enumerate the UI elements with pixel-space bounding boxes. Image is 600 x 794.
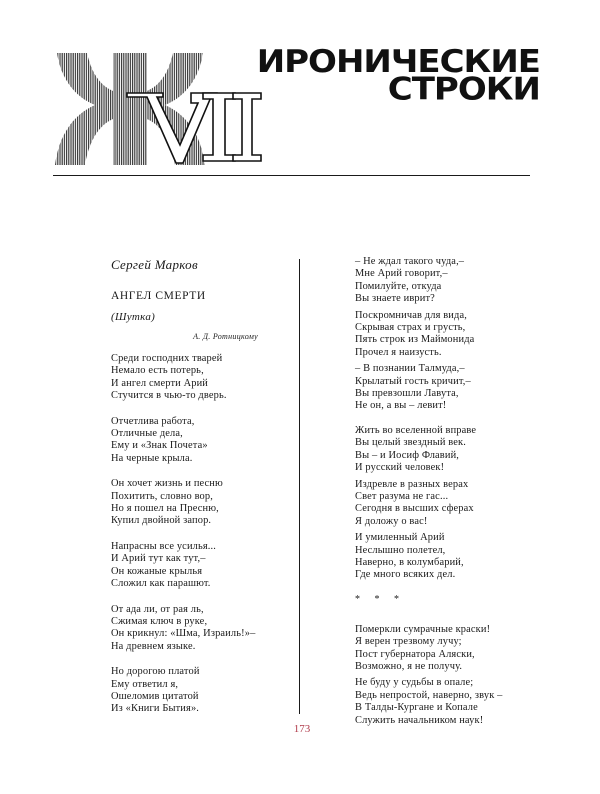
stanza: [111, 666, 286, 716]
verse-line: В Талды-Кургане и Копале: [355, 702, 478, 714]
verse-line: Пост губернатора Аляски,: [355, 648, 475, 660]
verse-line: Мне Арий говорит,–: [355, 268, 448, 280]
verse-line: – Не ждал такого чуда,–: [355, 256, 465, 267]
stanza: [355, 425, 535, 475]
verse-line: Служить начальником наук!: [355, 714, 484, 726]
verse-line: От ада ли, от рая ль,: [111, 603, 204, 615]
verse-line: Ведь непростой, наверно, звук –: [355, 689, 503, 701]
poem-title: АНГЕЛ СМЕРТИ: [111, 290, 206, 302]
verse-line: Ему и «Знак Почета»: [111, 440, 208, 452]
poem-author: Сергей Марков: [111, 257, 198, 272]
verse-line: Ему ответил я,: [111, 678, 179, 690]
verse-line: Издревле в разных верах: [355, 478, 469, 490]
stanza: [355, 256, 535, 306]
verse-line: Не буду у судьбы в опале;: [355, 677, 474, 689]
verse-line: Отличные дела,: [111, 428, 183, 440]
left-column: [111, 258, 286, 716]
verse-line: И русский человек!: [355, 462, 445, 474]
verse-line: Скрывая страх и грусть,: [355, 322, 466, 334]
verse-line: Он крикнул: «Шма, Израиль!»–: [111, 628, 256, 640]
verse-line: Немало есть потерь,: [111, 365, 204, 377]
verse-line: Где много всяких дел.: [355, 569, 456, 581]
verse-line: И Арий тут как тут,–: [111, 553, 206, 565]
stanza: [355, 479, 535, 529]
verse-line: Напрасны все усилья...: [111, 540, 217, 552]
page-number: 173: [293, 723, 311, 735]
verse-line: На древнем языке.: [111, 640, 196, 652]
poem-subtitle: (Шутка): [111, 311, 156, 323]
stanza: [355, 363, 535, 413]
verse-line: Неслышно полетел,: [355, 544, 446, 556]
stanza: [111, 604, 286, 654]
verse-line: Прочел я наизусть.: [355, 346, 442, 358]
verse-line: Среди господних тварей: [111, 353, 223, 364]
verse-line: Не он, а вы – левит!: [355, 400, 447, 412]
verse-line: Он хочет жизнь и песню: [111, 478, 223, 490]
verse-line: Поскромничав для вида,: [355, 309, 467, 321]
verse-line: Вы превзошли Лавута,: [355, 388, 459, 400]
verse-line: Сжимая ключ в руке,: [111, 615, 208, 627]
verse-line: – В познании Талмуда,–: [355, 363, 465, 375]
verse-line: Вы знаете иврит?: [355, 293, 435, 305]
verse-line: Свет разума не гас...: [355, 490, 449, 502]
verse-line: Похитить, словно вор,: [111, 490, 213, 502]
right-column: [355, 256, 535, 727]
stanza: [355, 310, 535, 360]
chapter-title-line2: СТРОКИ: [387, 71, 540, 108]
verse-line: Стучится в чью-то дверь.: [111, 390, 227, 402]
verse-line: Он кожаные крылья: [111, 565, 203, 577]
verse-line: Возможно, я не получу.: [355, 660, 463, 672]
stanza: [111, 416, 286, 466]
verse-line: Я верен трезвому лучу;: [355, 636, 462, 648]
column-divider: [299, 259, 300, 714]
verse-line: Купил двойной запор.: [111, 515, 212, 527]
stanza: [355, 677, 535, 727]
verse-line: Вы целый звездный век.: [355, 437, 467, 449]
verse-line: Помилуйте, откуда: [355, 280, 442, 292]
verse-line: Из «Книги Бытия».: [111, 703, 200, 715]
stanza: [355, 624, 535, 674]
verse-line: Жить во вселенной вправе: [355, 424, 477, 436]
verse-line: Отчетлива работа,: [111, 415, 195, 427]
stanza: [111, 478, 286, 528]
verse-line: Но дорогою платой: [111, 666, 200, 678]
verse-line: Ошеломив цитатой: [111, 690, 199, 702]
verse-line: И умиленный Арий: [355, 532, 445, 544]
stanza: [111, 541, 286, 591]
verse-line: Пять строк из Маймонида: [355, 334, 475, 346]
verse-line: Наверно, в колумбарий,: [355, 556, 464, 568]
header-rule: [53, 175, 530, 176]
poem-separator: * * *: [355, 593, 405, 605]
stanza: [111, 353, 286, 403]
verse-line: На черные крыла.: [111, 452, 193, 464]
poem-dedication: А. Д. Ротницкому: [193, 332, 258, 341]
verse-line: И ангел смерти Арий: [111, 377, 209, 389]
verse-line: Но я пошел на Пресню,: [111, 503, 219, 515]
chapter-title-line1: ИРОНИЧЕСКИЕ: [256, 43, 540, 81]
verse-line: Крылатый гость кричит,–: [355, 375, 471, 387]
verse-line: Вы – и Иосиф Флавий,: [355, 449, 460, 461]
chapter-title: [222, 43, 540, 108]
verse-line: Сложил как парашют.: [111, 578, 211, 590]
verse-line: Сегодня в высших сферах: [355, 503, 474, 515]
stanza: [355, 532, 535, 582]
verse-line: Я доложу о вас!: [355, 515, 428, 527]
verse-line: Померкли сумрачные краски!: [355, 623, 491, 635]
